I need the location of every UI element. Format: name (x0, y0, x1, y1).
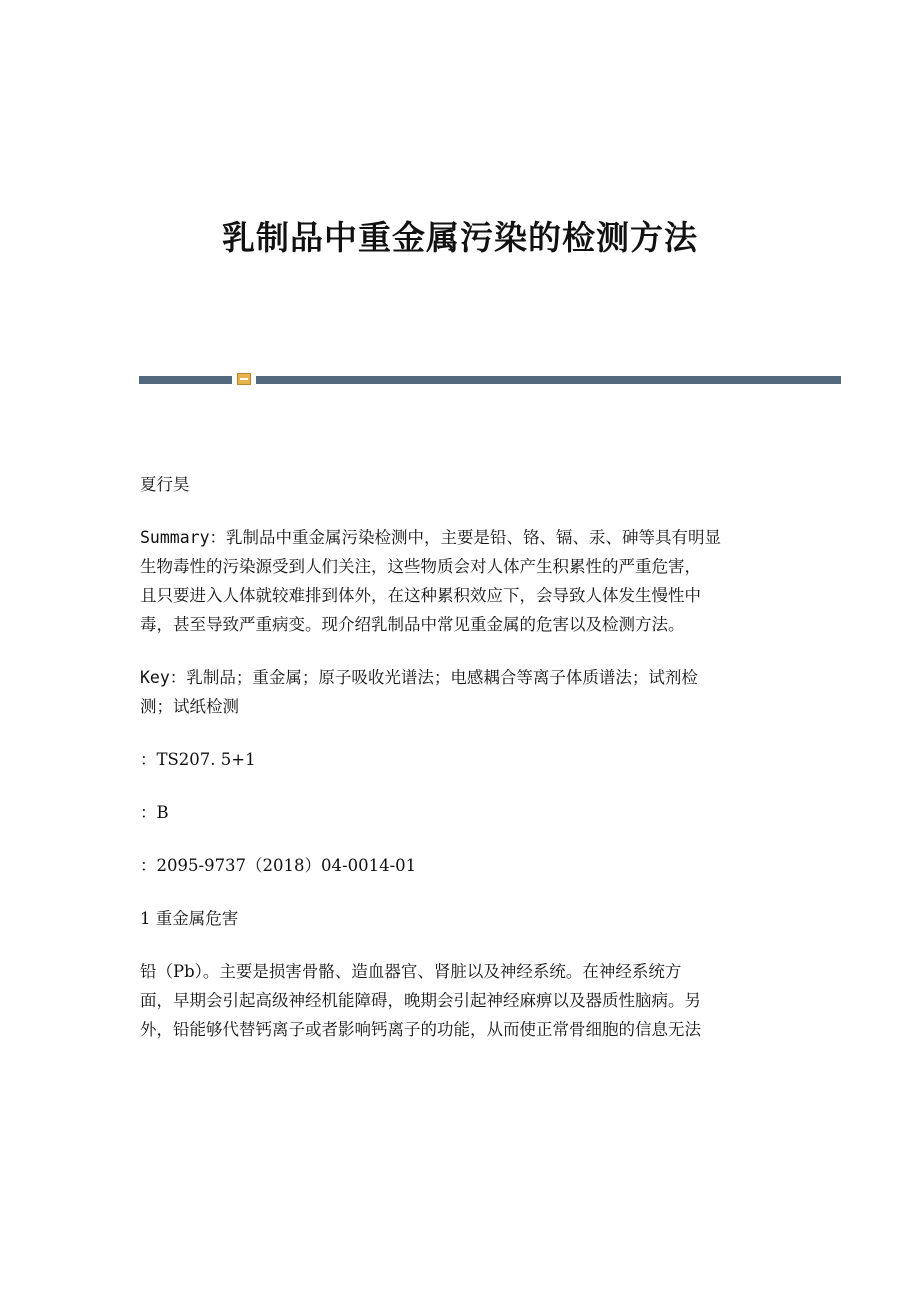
summary-label: Summary： (140, 528, 227, 547)
keywords-line (140, 663, 780, 692)
summary-line (140, 523, 780, 552)
classification-number: ：TS207. 5+1 (140, 750, 256, 769)
body-paragraph (140, 957, 780, 1044)
document-title: 乳制品中重金属污染的检测方法 (222, 218, 698, 257)
divider-bar-right (256, 376, 841, 384)
summary-text: 乳制品中重金属污染检测中，主要是铅、铬、镉、汞、砷等具有明显 (226, 528, 722, 547)
keywords-line: 测；试纸检测 (140, 697, 239, 716)
section-heading: 1 重金属危害 (140, 909, 239, 928)
body-line: 铅（Pb）。主要是损害骨骼、造血器官、肾脏以及神经系统。在神经系统方 (140, 962, 682, 981)
article-id: ：2095-9737（2018）04-0014-01 (140, 856, 417, 875)
document-body (140, 470, 780, 1068)
title-divider (139, 372, 841, 386)
divider-bar-left (139, 376, 232, 384)
summary-line: 毒，甚至导致严重病变。现介绍乳制品中常见重金属的危害以及检测方法。 (140, 615, 685, 634)
document-code: ：B (140, 803, 169, 822)
body-line: 外，铅能够代替钙离子或者影响钙离子的功能，从而使正常骨细胞的信息无法 (140, 1020, 701, 1039)
divider-ornament-icon (237, 373, 251, 385)
body-line: 面，早期会引起高级神经机能障碍，晚期会引起神经麻痹以及器质性脑病。另 (140, 991, 701, 1010)
summary-line: 且只要进入人体就较难排到体外，在这种累积效应下，会导致人体发生慢性中 (140, 586, 701, 605)
summary-line: 生物毒性的污染源受到人们关注，这些物质会对人体产生积累性的严重危害， (140, 557, 701, 576)
author-name: 夏行昊 (140, 475, 190, 494)
keywords-paragraph (140, 663, 780, 721)
keywords-label: Key： (140, 668, 187, 687)
summary-paragraph (140, 523, 780, 639)
keywords-text: 乳制品；重金属；原子吸收光谱法；电感耦合等离子体质谱法；试剂检 (186, 668, 698, 687)
